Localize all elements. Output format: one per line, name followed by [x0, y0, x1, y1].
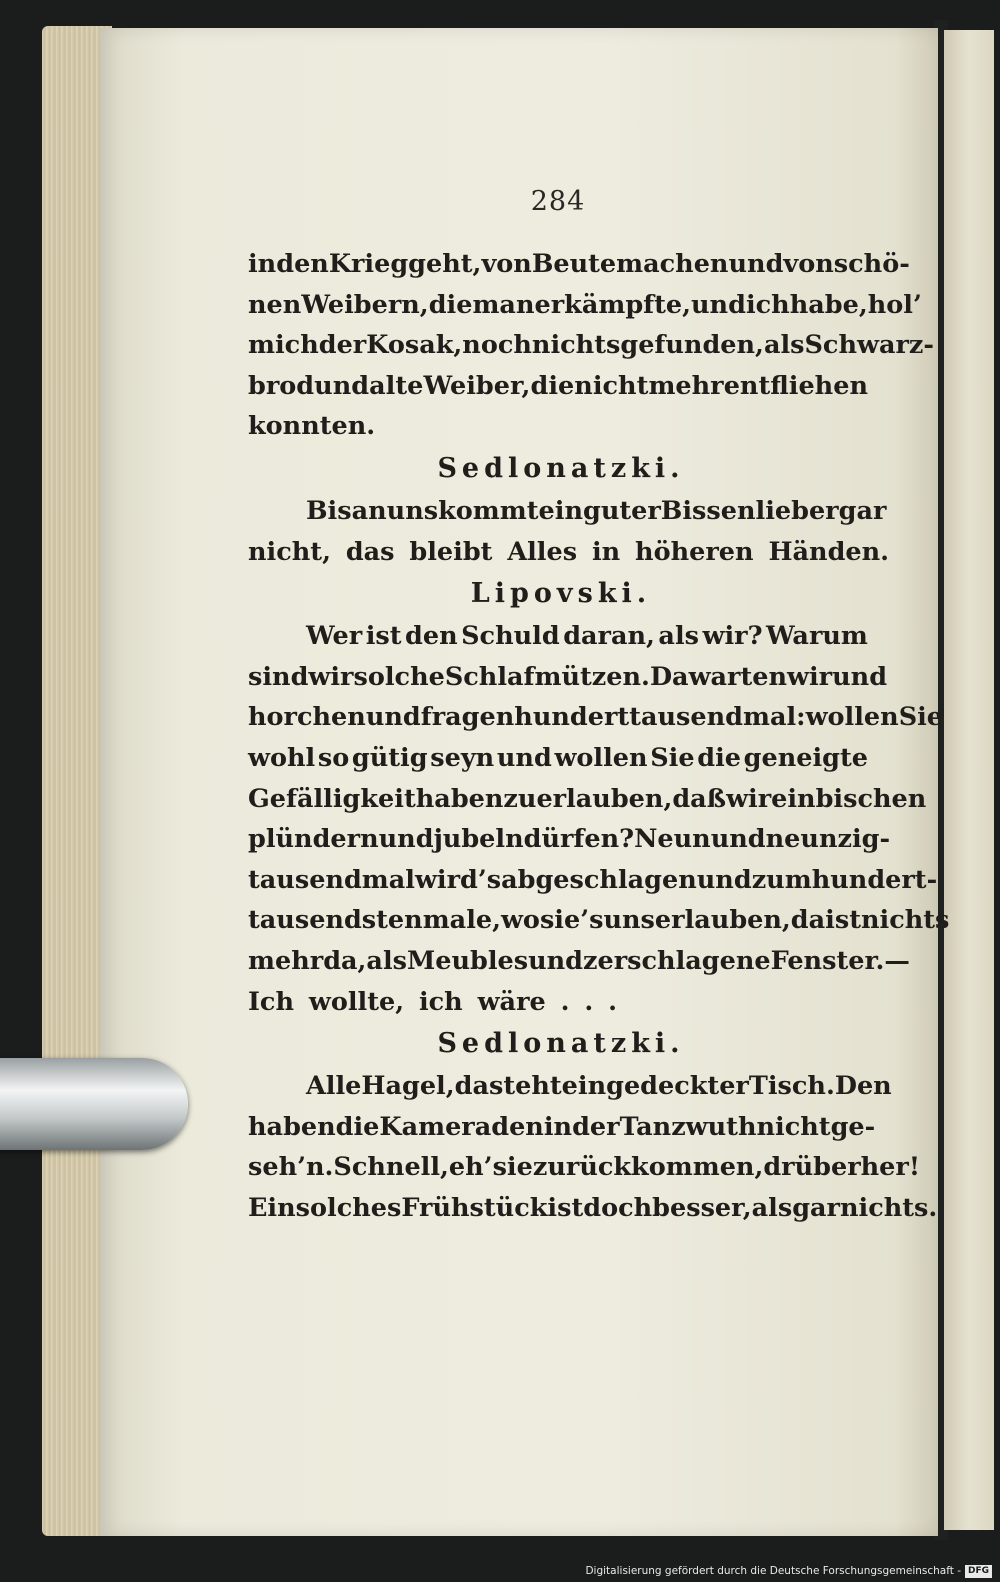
text-line: Gefälligkeit haben zu erlauben, daß wir ein bischen — [248, 783, 927, 814]
text-line: Ein solches Frühstück ist doch besser, als gar nichts. — [248, 1192, 938, 1223]
text-line: plündern und jubeln dürfen? Neun und neunzig- — [248, 824, 891, 855]
text-line: haben die Kameraden in der Tanzwuth nicht ge- — [248, 1111, 876, 1142]
text-line: seh’n. Schnell, eh’ sie zurückkommen, drüber her! — [248, 1152, 921, 1183]
text-line: mehr da, als Meubles und zerschlagene Fenster. — — [248, 945, 910, 976]
text-line: brod und alte Weiber, die nicht mehr entfliehen — [248, 370, 868, 401]
speaker-name: Sedlonatzki. — [437, 1028, 685, 1060]
text-line: mich der Kosak, noch nichts gefunden, als Schwarz- — [248, 330, 934, 361]
speaker-name: Sedlonatzki. — [437, 452, 685, 484]
text-line: tausendmal wird’s abgeschlagen und zum hundert- — [248, 864, 938, 895]
speaker-name: Lipovski. — [470, 578, 652, 610]
text-line: nicht, das bleibt Alles in höheren Händen. — [248, 536, 890, 567]
text-line: in den Krieg geht, von Beute machen und von schö- — [248, 249, 910, 279]
text-line: Bis an uns kommt ein guter Bissen lieber gar — [306, 495, 887, 526]
text-line: konnten. — [248, 411, 376, 442]
facing-page-edge — [944, 30, 994, 1530]
text-line: tausendstenmale, wo sie ’s uns erlauben, da ist nichts — [248, 905, 950, 936]
text-line: nen Weibern, die man erkämpfte, und ich habe, hol’ — [248, 289, 922, 320]
footer-credit — [585, 1562, 992, 1580]
text-line: Ich wollte, ich wäre . . . — [248, 986, 617, 1017]
dfg-logo: DFG — [965, 1565, 992, 1578]
text-line: Wer ist den Schuld daran, als wir? Warum — [306, 621, 868, 652]
text-line: Alle Hagel, da steht ein gedeckter Tisch. Den — [306, 1071, 892, 1102]
page-text — [248, 244, 950, 1228]
text-line: horchen und fragen hunderttausendmal: wollen Sie — [248, 702, 944, 733]
footer-text: Digitalisierung gefördert durch die Deutsche Forschungsgemeinschaft - — [585, 1565, 961, 1577]
page-holder-clip — [0, 1058, 188, 1150]
text-line: sind wir solche Schlafmützen. Da warten wir und — [248, 661, 888, 692]
page-number: 284 — [530, 186, 586, 217]
text-line: wohl so gütig seyn und wollen Sie die geneigte — [248, 742, 868, 773]
